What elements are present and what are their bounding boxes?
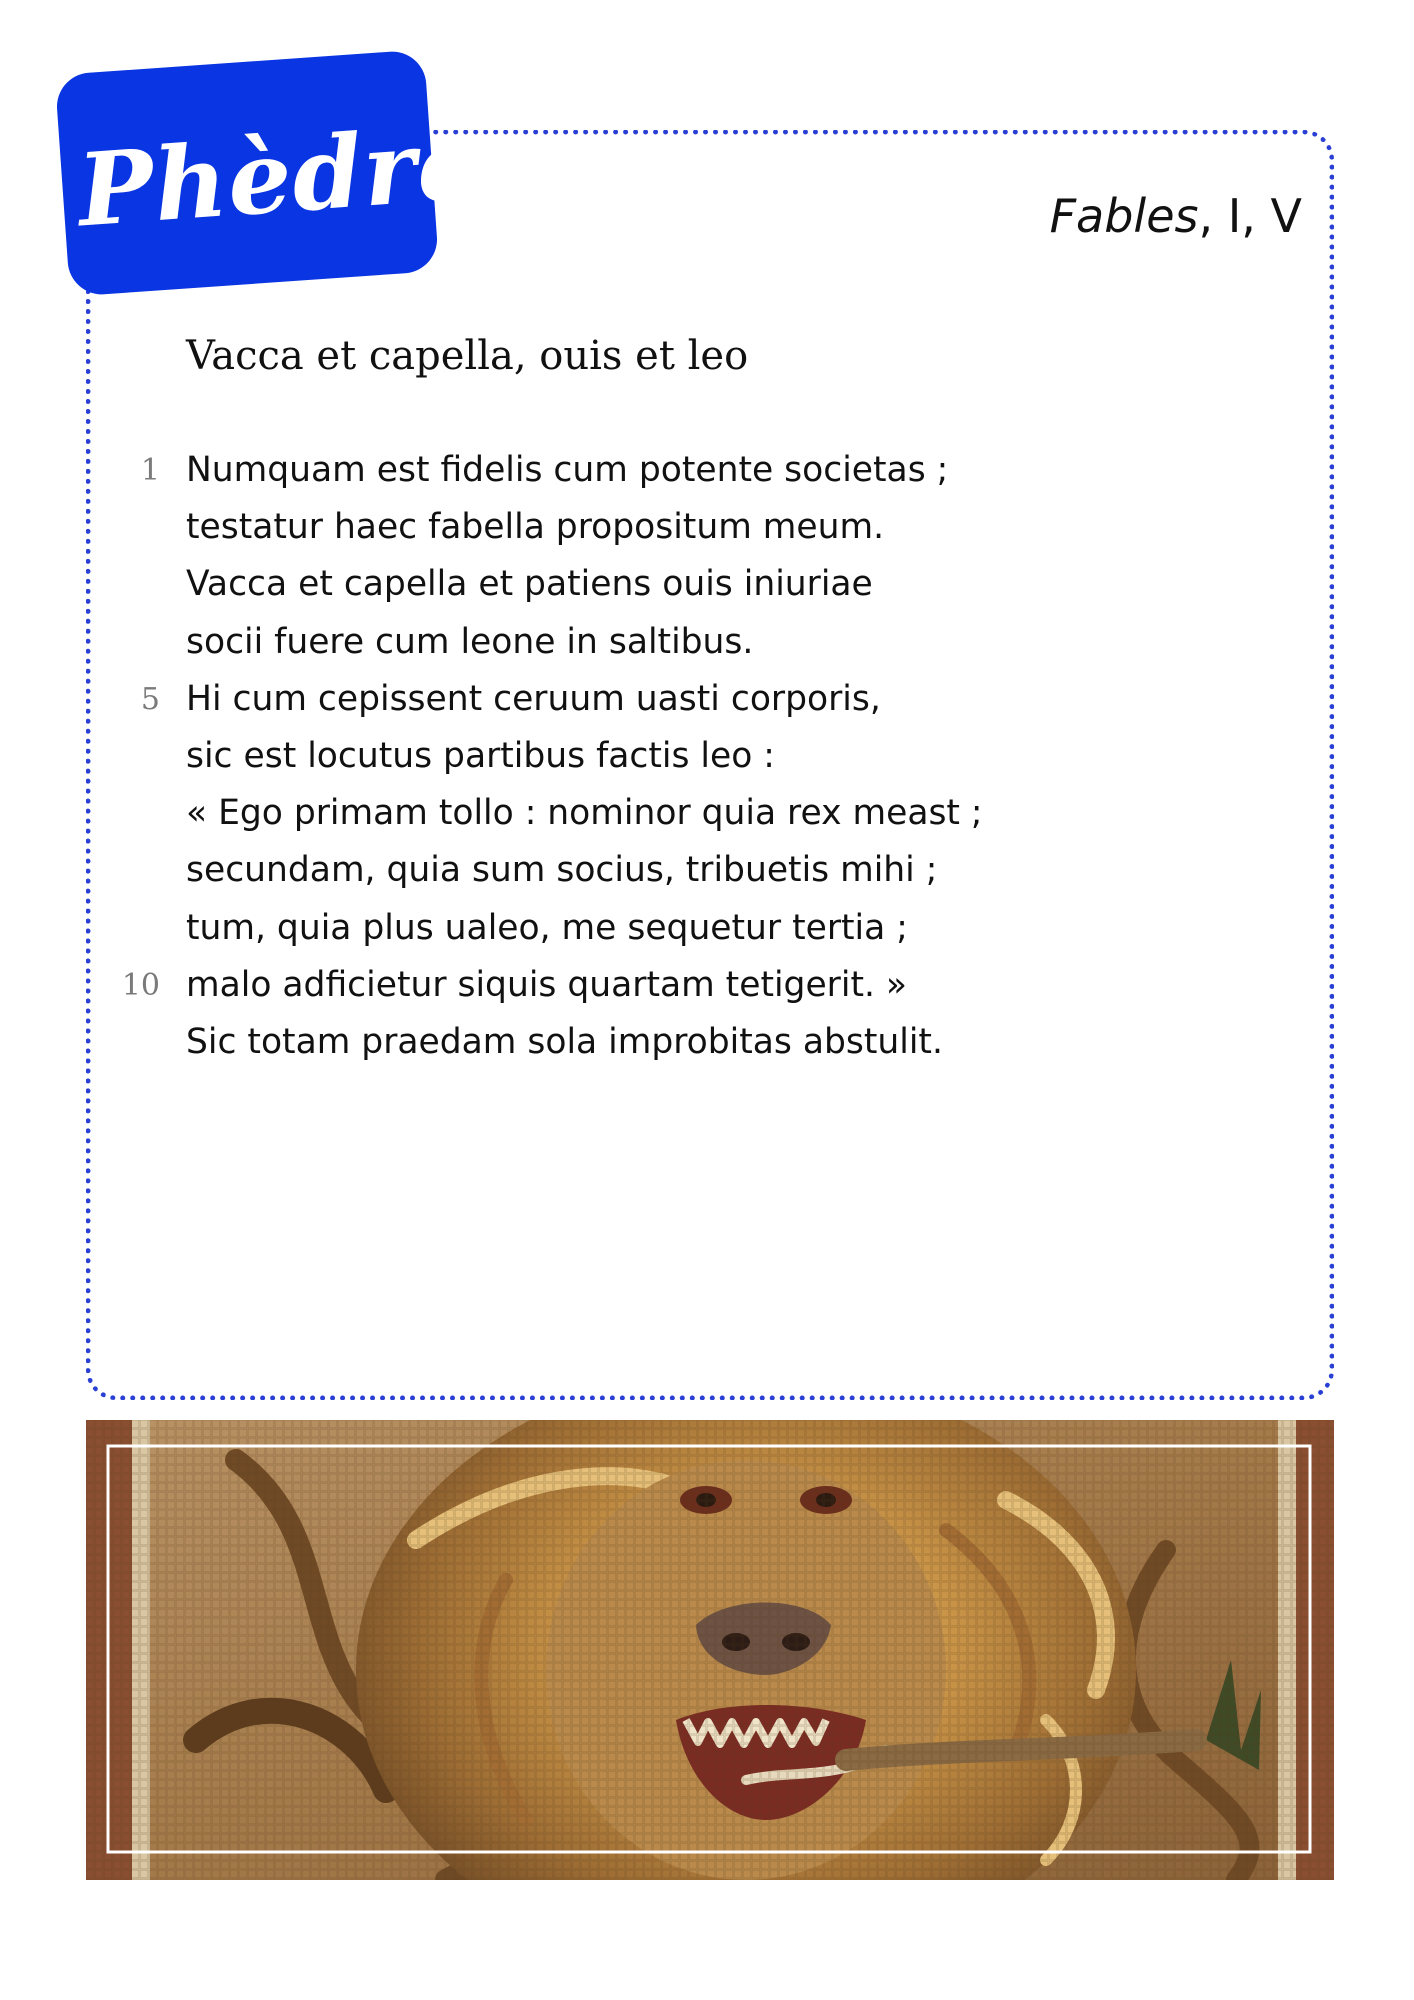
verse-number: 10 — [121, 967, 160, 1003]
verse-number: 1 — [140, 453, 160, 488]
verse-list — [0, 442, 1414, 1071]
verse-text: « Ego primam tollo : nominor quia rex meast ; — [186, 793, 983, 834]
verse-text: Sic totam praedam sola improbitas abstulit. — [186, 1021, 943, 1062]
work-book-number: , I, V — [1198, 189, 1302, 243]
verse-line — [0, 842, 1414, 899]
verse-text: socii fuere cum leone in saltibus. — [186, 621, 754, 662]
verse-line — [0, 614, 1414, 671]
verse-text: testatur haec fabella propositum meum. — [186, 507, 885, 548]
verse-text: Numquam est fidelis cum potente societas ; — [186, 450, 949, 490]
verse-line — [0, 785, 1414, 842]
work-reference — [1050, 186, 1302, 246]
lion-mosaic-illustration — [86, 1420, 1334, 1880]
lion-mosaic-image — [86, 1420, 1334, 1880]
verse-text: Vacca et capella et patiens ouis iniuriae — [186, 564, 873, 605]
verse-line — [0, 728, 1414, 785]
verse-line — [0, 499, 1414, 556]
poem-title: Vacca et capella, ouis et leo — [186, 333, 749, 379]
verse-line — [0, 957, 1414, 1014]
verse-line — [0, 1014, 1414, 1071]
verse-text: tum, quia plus ualeo, me sequetur tertia ; — [186, 907, 908, 948]
work-title: Fables — [1049, 189, 1199, 243]
verse-line — [0, 671, 1414, 728]
author-name: Phèdre — [74, 103, 486, 250]
verse-line — [0, 900, 1414, 957]
verse-line — [0, 442, 1414, 499]
verse-line — [0, 556, 1414, 613]
verse-text: sic est locutus partibus factis leo : — [186, 735, 775, 776]
verse-text: secundam, quia sum socius, tribuetis mihi ; — [186, 850, 938, 891]
verse-text: malo adficietur siquis quartam tetigerit. » — [186, 964, 908, 1005]
verse-text: Hi cum cepissent ceruum uasti corporis, — [186, 678, 881, 719]
verse-number: 5 — [140, 681, 160, 717]
